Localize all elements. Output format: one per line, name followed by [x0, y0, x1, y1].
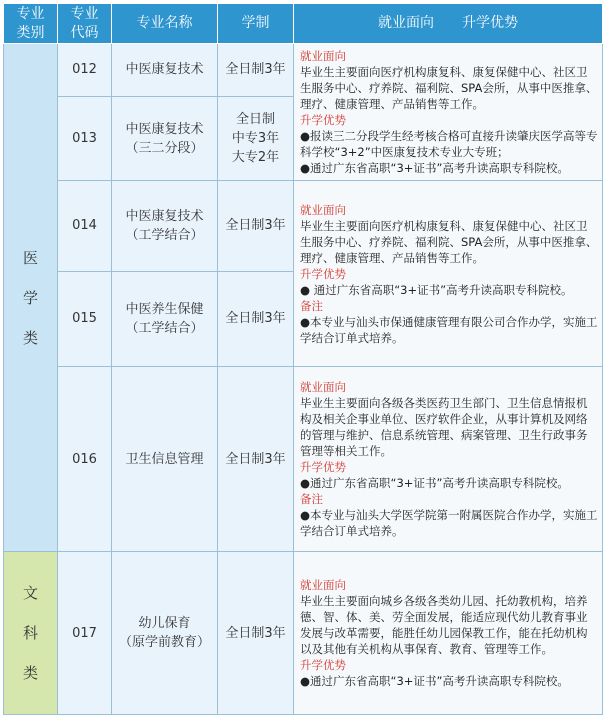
majors-table	[3, 3, 603, 715]
major-name	[112, 271, 218, 367]
major-name-line: 卫生信息管理	[125, 451, 204, 467]
major-name-line: 幼儿保育	[138, 616, 191, 632]
section-title: 升学优势	[300, 113, 346, 128]
section-text: 毕业生主要面向各级各类医药卫生部门、卫生信息情报机构及相关企事业单位、医疗软件企业，从事计算机及网络的管理与维护、信息系统管理、病案管理、卫生行政事务管理等相关工作。	[300, 396, 588, 459]
major-name-line: （三二分段）	[125, 140, 204, 156]
header-category-line1: 专业	[16, 5, 45, 22]
major-name	[112, 96, 218, 180]
header-prospects: 就业面向 升学优势	[294, 4, 603, 44]
table-row	[4, 367, 603, 552]
section-text: ●通过广东省高职“3+证书”高考升读高职专科院校。	[300, 476, 569, 491]
header-category	[4, 4, 58, 44]
section-title: 就业面向	[300, 49, 346, 64]
table-row	[4, 44, 603, 97]
prospects-cell	[294, 44, 603, 181]
table-row	[4, 181, 603, 271]
category-medical	[4, 44, 58, 552]
major-name-line: （工学结合）	[125, 227, 204, 243]
study-length-line: 全日制3年	[225, 218, 286, 234]
prospects-cell	[294, 367, 603, 552]
header-code-line2: 代码	[70, 24, 99, 41]
header-category-line2: 类别	[16, 24, 45, 41]
section-title: 升学优势	[300, 658, 346, 673]
major-name-line: 中医康复技术	[125, 208, 204, 224]
study-length-line: 大专2年	[231, 150, 280, 166]
major-code: 017	[58, 552, 112, 715]
section-title: 备注	[300, 298, 323, 313]
study-length	[218, 44, 294, 97]
category-liberal-char: 科	[22, 624, 38, 643]
major-name-line: 中医养生保健	[125, 301, 204, 317]
header-code	[58, 4, 112, 44]
header-name: 专业名称	[112, 4, 218, 44]
category-liberal-char: 类	[22, 664, 38, 683]
major-name	[112, 181, 218, 271]
section-title: 备注	[300, 492, 323, 507]
section-text: 毕业生主要面向医疗机构康复科、康复保健中心、社区卫生服务中心、疗养院、福利院、SPA会所，从事中医推拿、理疗、健康管理、产品销售等工作。	[300, 218, 598, 265]
major-name-line: （工学结合）	[125, 320, 204, 336]
section-title: 就业面向	[300, 202, 346, 217]
major-name-line: 中医康复技术	[125, 121, 204, 137]
major-name-line: （原学前教育）	[118, 635, 210, 651]
table-row	[4, 552, 603, 715]
study-length	[218, 96, 294, 180]
major-code: 012	[58, 44, 112, 97]
section-text: ●本专业与汕头市保通健康管理有限公司合作办学，实施工学结合订单式培养。	[300, 314, 598, 345]
header-code-line1: 专业	[70, 5, 99, 22]
category-medical-char: 医	[22, 248, 38, 267]
section-text: ●通过广东省高职“3+证书”高考升读高职专科院校。	[300, 674, 569, 689]
study-length-line: 全日制3年	[225, 311, 286, 327]
category-medical-char: 学	[22, 288, 38, 307]
prospects-cell	[294, 181, 603, 367]
study-length	[218, 552, 294, 715]
section-text: ●通过广东省高职“3+证书”高考升读高职专科院校。	[300, 161, 569, 176]
study-length	[218, 367, 294, 552]
section-title: 升学优势	[300, 460, 346, 475]
major-name-line: 中医康复技术	[125, 62, 204, 78]
category-liberal	[4, 552, 58, 715]
header-row	[4, 4, 603, 44]
major-code: 014	[58, 181, 112, 271]
section-title: 升学优势	[300, 266, 346, 281]
study-length	[218, 271, 294, 367]
category-medical-char: 类	[22, 328, 38, 347]
major-name	[112, 552, 218, 715]
section-text: ●报读三二分段学生经考核合格可直接升读肇庆医学高等专科学校“3+2”中医康复技术专业大专班；	[300, 129, 598, 160]
major-name	[112, 44, 218, 97]
major-code: 016	[58, 367, 112, 552]
section-title: 就业面向	[300, 380, 346, 395]
section-text: ● 通过广东省高职“3+证书”高考升读高职专科院校。	[300, 282, 573, 297]
study-length-line: 全日制3年	[225, 625, 286, 641]
study-length	[218, 181, 294, 271]
prospects-cell	[294, 552, 603, 715]
major-name	[112, 367, 218, 552]
major-code: 013	[58, 96, 112, 180]
section-title: 就业面向	[300, 578, 346, 593]
study-length-line: 全日制3年	[225, 451, 286, 467]
study-length-line: 全日制3年	[225, 62, 286, 78]
header-length: 学制	[218, 4, 294, 44]
study-length-line: 全日制	[235, 112, 275, 128]
major-code: 015	[58, 271, 112, 367]
category-liberal-char: 文	[22, 584, 38, 603]
section-text: 毕业生主要面向城乡各级各类幼儿园、托幼教机构，培养德、智、体、美、劳全面发展，能适应现代幼儿教育事业发展与改革需要，能胜任幼儿园保教工作，能在托幼机构以及其他有关机构从事保育、教育、管理等工作。	[300, 594, 588, 657]
study-length-line: 中专3年	[231, 131, 280, 147]
section-text: 毕业生主要面向医疗机构康复科、康复保健中心、社区卫生服务中心、疗养院、福利院、SPA会所，从事中医推拿、理疗、健康管理、产品销售等工作。	[300, 65, 598, 112]
section-text: ●本专业与汕头大学医学院第一附属医院合作办学，实施工学结合订单式培养。	[300, 508, 598, 539]
